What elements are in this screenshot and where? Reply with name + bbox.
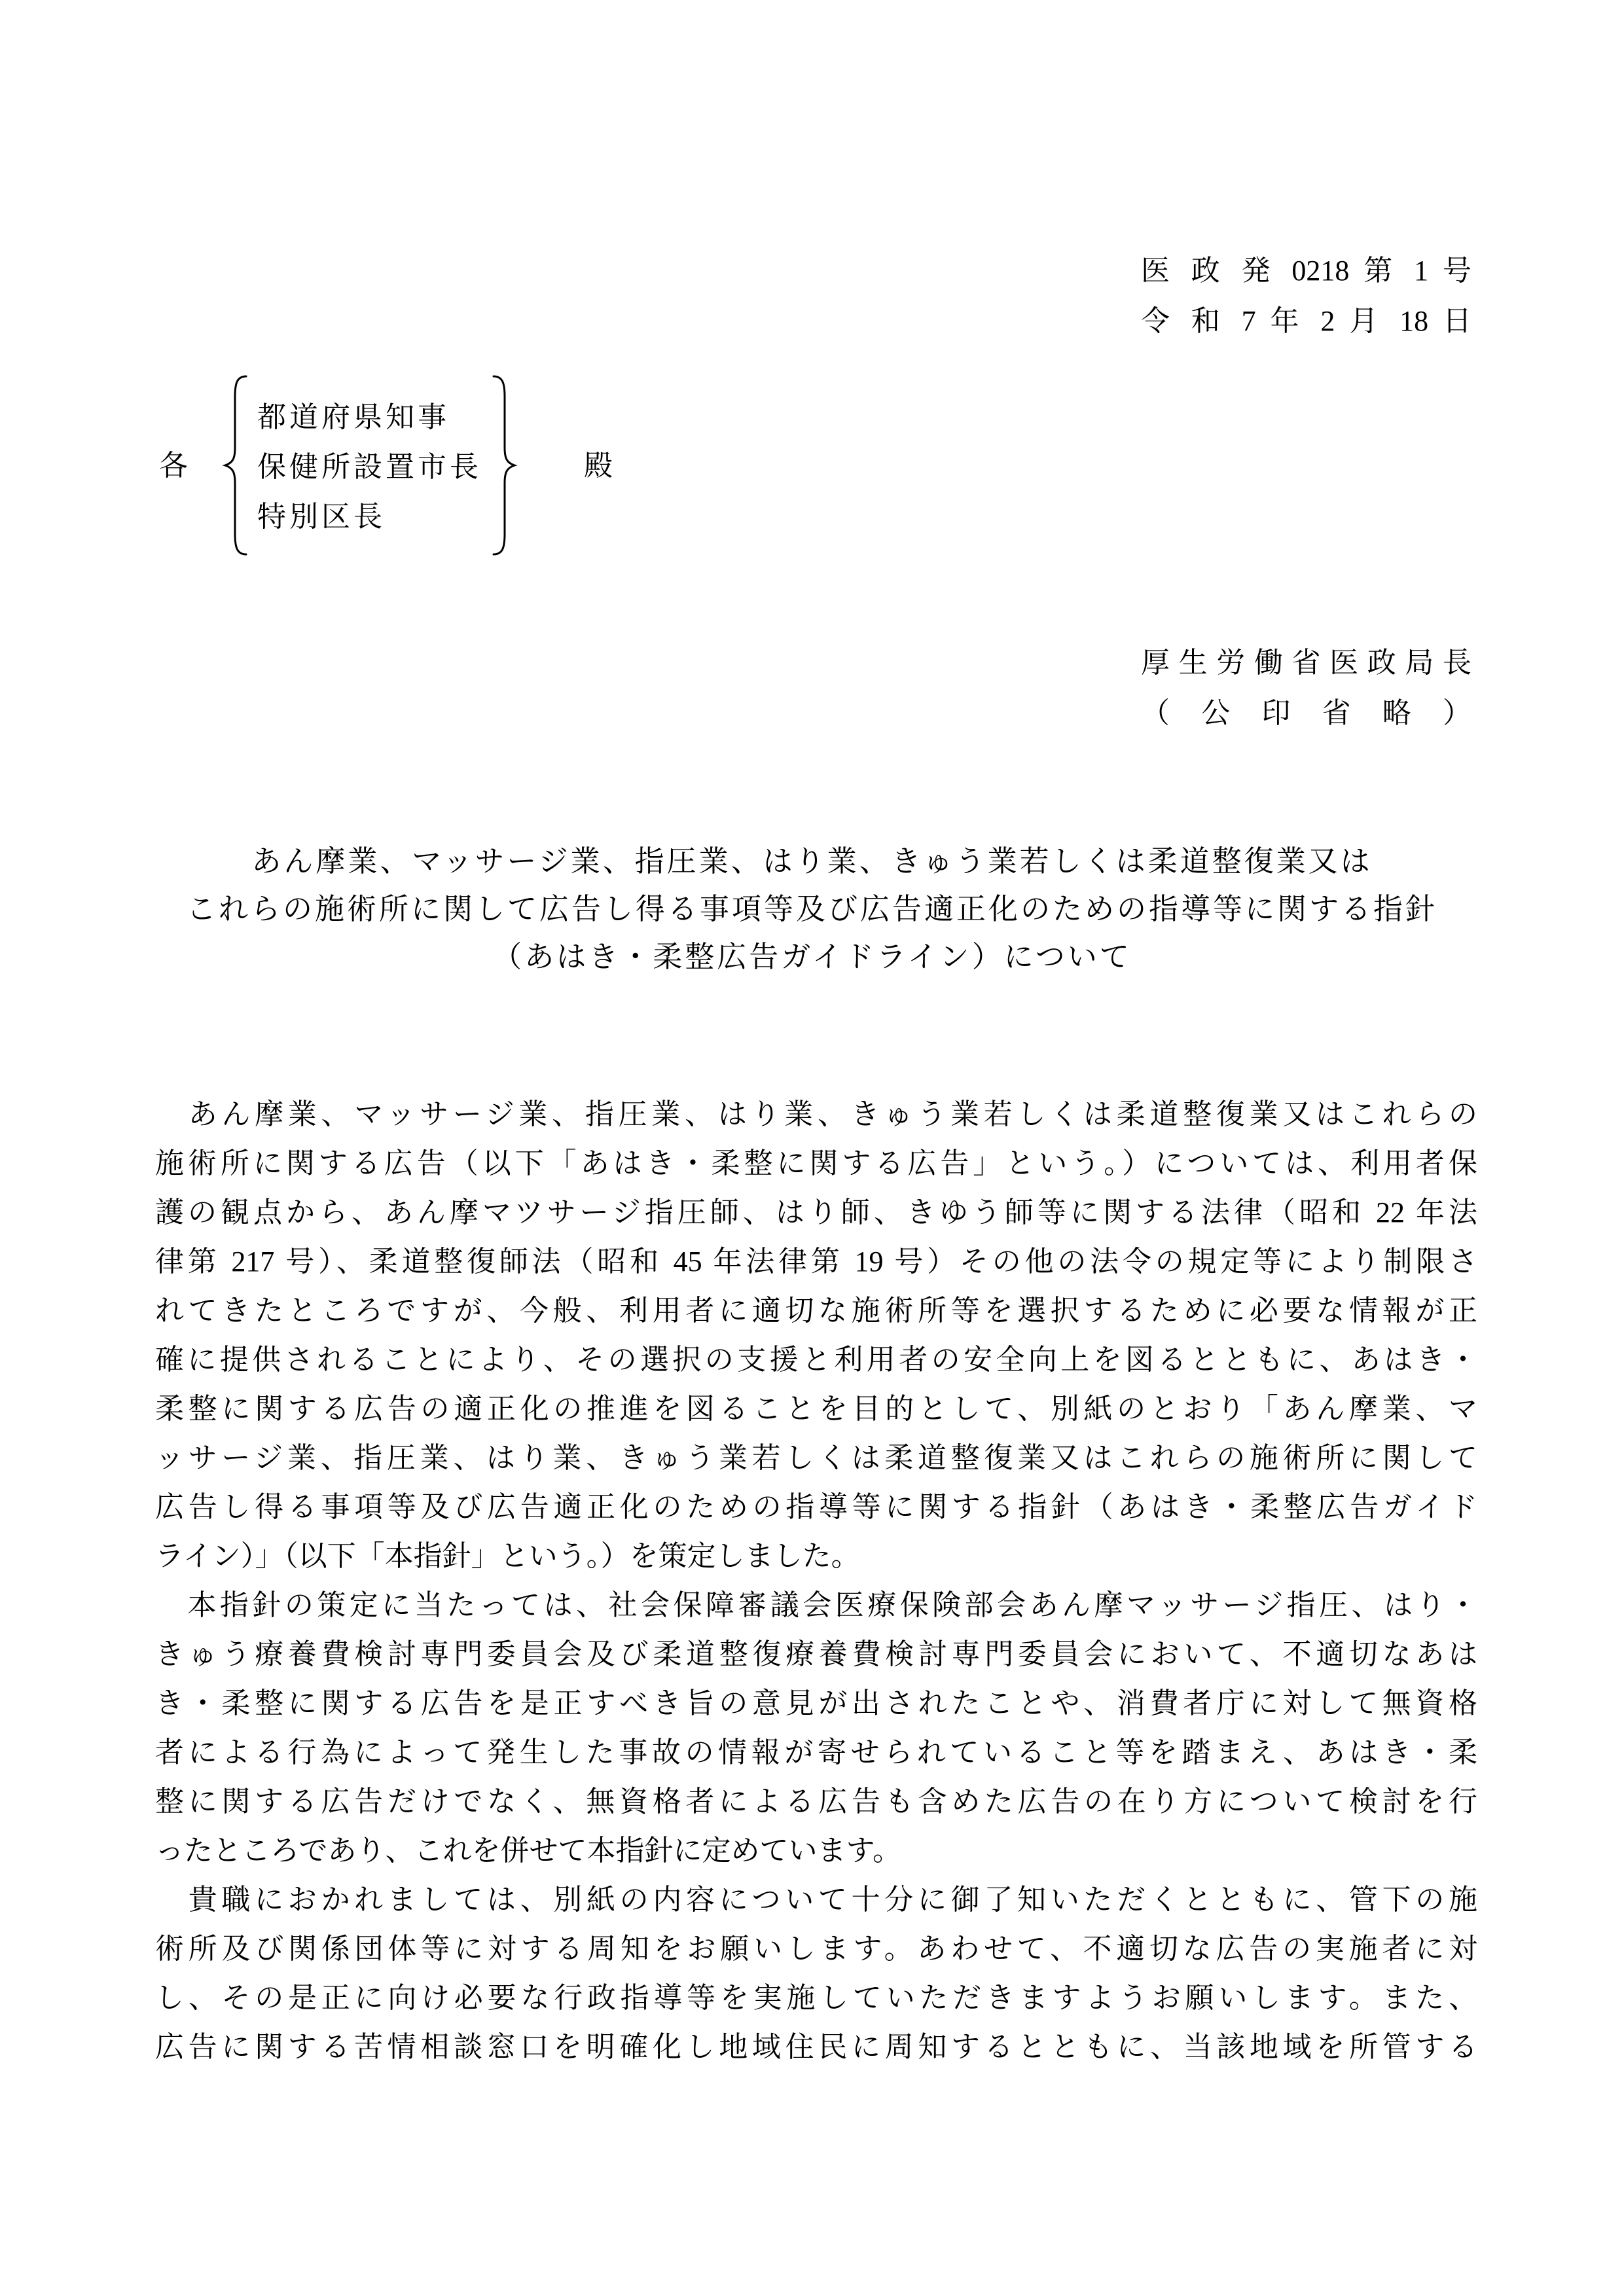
body-text bbox=[155, 1090, 1477, 2072]
body-line: 広告し得る事項等及び広告適正化のための指導等に関する指針（あはき・柔整広告ガイド bbox=[155, 1491, 1477, 1523]
brace-right bbox=[491, 374, 520, 556]
addressee-prefix: 各 bbox=[159, 450, 188, 482]
doc-number-block bbox=[1141, 245, 1471, 346]
body-line: ったところであり、これを併せて本指針に定めています。 bbox=[155, 1835, 902, 1867]
subject-title-line: これらの施術所に関して広告し得る事項等及び広告適正化のための指導等に関する指針 bbox=[186, 893, 1437, 925]
body-line: 施術所に関する広告（以下「あはき・柔整に関する広告」という。）については、利用者保 bbox=[155, 1147, 1477, 1179]
body-line: 広告に関する苦情相談窓口を明確化し地域住民に周知するとともに、当該地域を所管する bbox=[155, 2031, 1477, 2063]
addressee-list bbox=[257, 393, 493, 542]
body-line: 整に関する広告だけでなく、無資格者による広告も含めた広告の在り方について検討を行 bbox=[155, 1785, 1477, 1818]
sender-seal-note: （ 公 印 省 略 ） bbox=[1141, 697, 1471, 729]
addressee-honorific: 殿 bbox=[584, 450, 613, 482]
body-line: 律第 217 号）、柔道整復師法（昭和 45 年法律第 19 号）その他の法令の規定等により制限さ bbox=[155, 1246, 1477, 1278]
doc-date: 令 和 7 年 2 月 18 日 bbox=[1141, 305, 1471, 337]
addressee-recipient: 都道府県知事 bbox=[257, 401, 450, 433]
body-line: 本指針の策定に当たっては、社会保障審議会医療保険部会あん摩マッサージ指圧、はり・ bbox=[155, 1589, 1477, 1621]
body-line: 確に提供されることにより、その選択の支援と利用者の安全向上を図るとともに、あはき・ bbox=[155, 1344, 1477, 1376]
body-line: 術所及び関係団体等に対する周知をお願いします。あわせて、不適切な広告の実施者に対 bbox=[155, 1933, 1477, 1965]
body-line: 者による行為によって発生した事故の情報が寄せられていること等を踏まえ、あはき・柔 bbox=[155, 1736, 1477, 1768]
body-line: あん摩業、マッサージ業、指圧業、はり業、きゅう業若しくは柔道整復業又はこれらの bbox=[155, 1098, 1477, 1130]
subject-title-line: あん摩業、マッサージ業、指圧業、はり業、きゅう業若しくは柔道整復業又は bbox=[251, 845, 1373, 878]
body-line: きゅう療養費検討専門委員会及び柔道整復療養費検討専門委員会において、不適切なあは bbox=[155, 1638, 1477, 1670]
body-line: れてきたところですが、今般、利用者に適切な施術所等を選択するために必要な情報が正 bbox=[155, 1295, 1477, 1327]
body-line: ッサージ業、指圧業、はり業、きゅう業若しくは柔道整復業又はこれらの施術所に関して bbox=[155, 1442, 1477, 1474]
addressee-recipient: 保健所設置市長 bbox=[257, 451, 482, 483]
subject-title bbox=[0, 838, 1624, 981]
body-line: ライン）」（以下「本指針」という。）を策定しました。 bbox=[155, 1540, 860, 1572]
body-line: き・柔整に関する広告を是正すべき旨の意見が出されたことや、消費者庁に対して無資格 bbox=[155, 1687, 1477, 1719]
body-line: 護の観点から、あん摩マツサージ指圧師、はり師、きゆう師等に関する法律（昭和 22 年法 bbox=[155, 1196, 1477, 1229]
body-line: 貴職におかれましては、別紙の内容について十分に御了知いただくとともに、管下の施 bbox=[155, 1884, 1477, 1916]
body-line: 柔整に関する広告の適正化の推進を図ることを目的として、別紙のとおり「あん摩業、マ bbox=[155, 1393, 1477, 1425]
sender-block bbox=[1141, 637, 1471, 738]
body-line: し、その是正に向け必要な行政指導等を実施していただきますようお願いします。また、 bbox=[155, 1982, 1477, 2014]
brace-left bbox=[220, 374, 249, 556]
addressee-recipient: 特別区長 bbox=[257, 501, 386, 533]
doc-number: 医 政 発 0218 第 1 号 bbox=[1141, 255, 1471, 287]
sender-title: 厚生労働省医政局長 bbox=[1141, 647, 1471, 679]
subject-title-line: （あはき・柔整広告ガイドライン）について bbox=[492, 941, 1132, 973]
